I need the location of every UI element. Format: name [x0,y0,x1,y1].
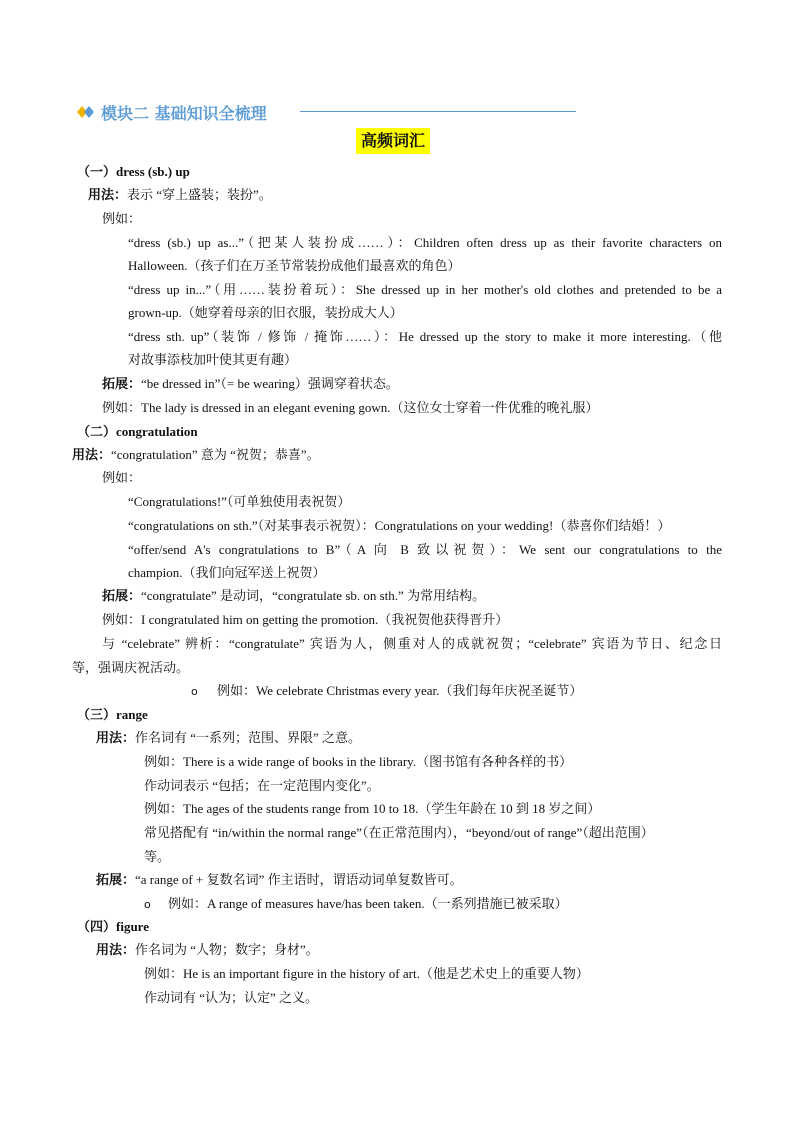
extension-line [102,372,399,395]
usage-text: 作动词表示 “包括；在一定范围内变化”。 [144,778,380,793]
usage-text: 作动词有 “认为；认定” 之义。 [144,990,319,1005]
extension-text: “a range of + 复数名词” 作主语时，谓语动词单复数皆可。 [135,872,463,887]
usage-label: 用法： [88,187,128,202]
module-divider [300,111,576,112]
extension-label: 拓展： [96,872,136,887]
usage-text: 作名词为 “人物；数字；身材”。 [135,942,319,957]
example-label: 例如： [102,470,142,485]
example-line: “dress up in...”（用……装扮着玩）：She dressed up in her mother's old clothes and pretended to be a [128,282,722,297]
example-line: 例如：The ages of the students range from 10 to 18.（学生年龄在 10 到 18 岁之间） [144,801,601,816]
example-line: 例如：There is a wide range of books in the library.（图书馆有各种各样的书） [144,754,573,769]
usage-label: 用法： [96,730,136,745]
usage-line [96,726,361,749]
usage-label: 用法： [96,942,136,957]
example-line: champion.（我们向冠军送上祝贺） [128,565,326,580]
section-title-highlight: 高频词汇 [356,128,430,154]
example-line: 例如：A range of measures have/has been taken.（一系列措施已被采取） [168,896,568,911]
usage-text: “congratulation” 意为 “祝贺；恭喜”。 [111,447,320,462]
usage-line [96,938,319,961]
example-line: Halloween.（孩子们在万圣节常装扮成他们最喜欢的角色） [128,258,461,273]
entry-heading: （四）figure [77,919,149,934]
extension-text: “congratulate” 是动词，“congratulate sb. on sth.” 为常用结构。 [141,588,486,603]
entry-heading: （三）range [77,707,148,722]
module-header [77,100,267,124]
bullet-icon: o [191,685,198,698]
example-line: 对故事添枝加叶使其更有趣） [128,352,298,367]
example-line: 例如：I congratulated him on getting the promotion.（我祝贺他获得晋升） [102,612,509,627]
bullet-icon: o [144,898,151,911]
extension-line [102,584,485,607]
usage-text: 表示 “穿上盛装；装扮”。 [127,187,272,202]
example-line: “dress sth. up”（装饰 / 修饰 / 掩饰……）：He dressed up the story to make it more interesting.（他 [128,329,722,344]
example-line: “offer/send A's congratulations to B”（A 向 B 致以祝贺）：We sent our congratulations to the [128,542,722,557]
collocation-line: 常见搭配有 “in/within the normal range”（在正常范围内），“beyond/out of range”（超出范围） [144,825,654,840]
example-line: grown-up.（她穿着母亲的旧衣服，装扮成大人） [128,305,403,320]
double-diamond-icon [77,105,97,119]
extension-text: “be dressed in”（= be wearing）强调穿着状态。 [141,376,399,391]
comparison-line: 等，强调庆祝活动。 [72,660,190,675]
example-line: 例如：The lady is dressed in an elegant evening gown.（这位女士穿着一件优雅的晚礼服） [102,400,599,415]
usage-line [72,443,320,466]
extension-label: 拓展： [102,588,142,603]
module-title: 模块二 基础知识全梳理 [101,103,267,123]
extension-label: 拓展： [102,376,142,391]
example-line: 例如：He is an important figure in the history of art.（他是艺术史上的重要人物） [144,966,589,981]
example-line: 例如：We celebrate Christmas every year.（我们每年庆祝圣诞节） [217,683,583,698]
entry-heading: （二）congratulation [77,424,198,439]
example-label: 例如： [102,211,142,226]
example-line: “congratulations on sth.”（对某事表示祝贺）：Congratulations on your wedding!（恭喜你们结婚！） [128,518,671,533]
collocation-line: 等。 [144,849,171,864]
extension-line [96,868,463,891]
example-line: “dress (sb.) up as...”（把某人装扮成……）：Children often dress up as their favorite characters on [128,235,722,250]
entry-heading: （一）dress (sb.) up [77,164,190,179]
usage-text: 作名词有 “一系列；范围、界限” 之意。 [135,730,362,745]
usage-label: 用法： [72,447,112,462]
comparison-line: 与 “celebrate” 辨析：“congratulate” 宾语为人，侧重对人的成就祝贺；“celebrate” 宾语为节日、纪念日 [102,636,722,651]
usage-line [88,183,272,206]
example-line: “Congratulations!”（可单独使用表祝贺） [128,494,351,509]
